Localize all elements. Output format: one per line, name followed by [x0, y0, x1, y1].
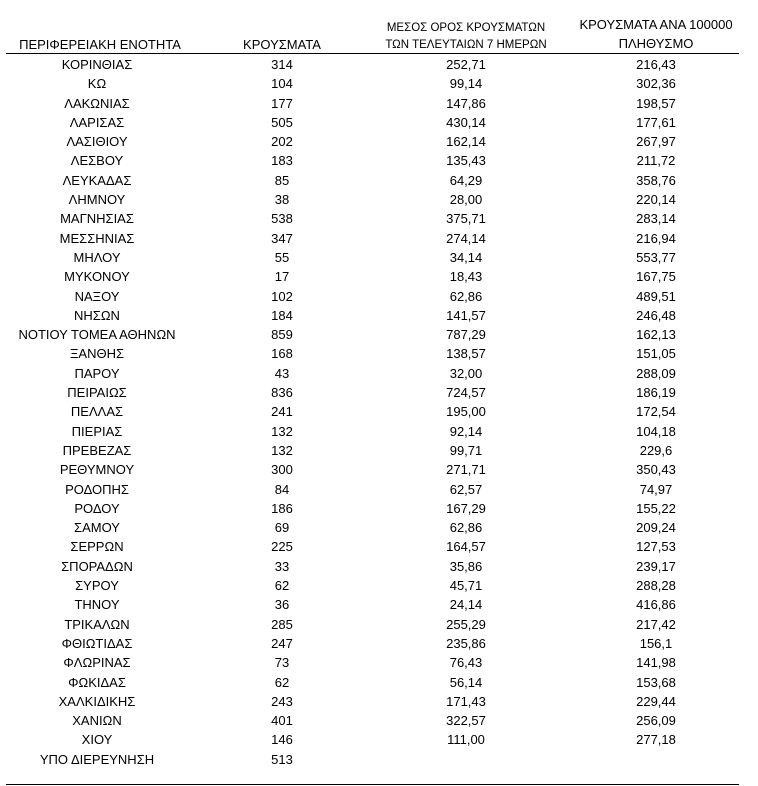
region-cell: ΝΗΣΩΝ: [74, 307, 120, 323]
table-row: [0, 306, 758, 325]
per100k-cell: 104,18: [636, 423, 676, 439]
per100k-cell: 489,51: [636, 288, 676, 304]
cases-cell: 243: [271, 693, 293, 709]
cases-cell: 62: [274, 674, 290, 690]
region-cell: ΣΑΜΟΥ: [74, 520, 120, 536]
cases-cell: 314: [271, 57, 293, 72]
avg-cell: 141,57: [446, 307, 486, 323]
per100k-cell: 172,54: [636, 404, 676, 420]
region-cell: ΣΕΡΡΩΝ: [70, 539, 124, 555]
region-cell: ΦΩΚΙΔΑΣ: [68, 674, 126, 690]
per100k-cell: 177,61: [636, 114, 676, 130]
avg-cell: 28,00: [449, 192, 483, 208]
region-cell: ΧΙΟΥ: [81, 732, 113, 748]
avg-cell: 271,71: [446, 462, 486, 478]
table-row: [0, 460, 758, 479]
avg-cell: 724,57: [446, 385, 486, 401]
region-cell: ΡΟΔΟΥ: [74, 500, 120, 516]
table-row: [0, 750, 758, 769]
per100k-cell: 127,53: [636, 539, 676, 555]
region-cell: ΛΑΚΩΝΙΑΣ: [64, 95, 130, 111]
per100k-cell: 156,1: [639, 635, 673, 651]
region-cell: ΜΑΓΝΗΣΙΑΣ: [60, 211, 134, 227]
region-cell: ΚΩ: [87, 76, 107, 92]
region-cell: ΣΥΡΟΥ: [75, 578, 119, 594]
table-row: [0, 190, 758, 209]
region-cell: ΦΘΙΩΤΙΔΑΣ: [61, 635, 133, 651]
avg-cell: 62,86: [449, 288, 483, 304]
cases-cell: 33: [274, 558, 290, 574]
region-cell: ΚΟΡΙΝΘΙΑΣ: [61, 57, 133, 72]
table-row: [0, 113, 758, 132]
cases-cell: 69: [274, 520, 290, 536]
region-cell: ΠΙΕΡΙΑΣ: [71, 423, 123, 439]
cases-cell: 85: [274, 172, 290, 188]
table-row: [0, 55, 758, 74]
per100k-cell: 246,48: [636, 307, 676, 323]
region-cell: ΣΠΟΡΑΔΩΝ: [61, 558, 133, 574]
table-row: [0, 480, 758, 499]
cases-cell: 55: [274, 249, 290, 265]
cases-cell: 168: [271, 346, 293, 362]
cases-cell: 513: [271, 751, 293, 767]
avg-cell: 164,57: [446, 539, 486, 555]
cases-cell: 202: [271, 134, 293, 150]
table-row: [0, 422, 758, 441]
cases-cell: 146: [271, 732, 293, 748]
table-row: [0, 518, 758, 537]
table-row: [0, 325, 758, 344]
per100k-cell: 217,42: [636, 616, 676, 632]
table-row: [0, 209, 758, 228]
region-cell: ΦΛΩΡΙΝΑΣ: [63, 655, 131, 671]
per100k-cell: 141,98: [636, 655, 676, 671]
cases-cell: 36: [274, 597, 290, 613]
cases-cell: 505: [271, 114, 293, 130]
avg-cell: 375,71: [446, 211, 486, 227]
region-cell: ΠΑΡΟΥ: [74, 365, 120, 381]
avg-cell: 62,57: [449, 481, 483, 497]
avg-cell: 32,00: [449, 365, 483, 381]
avg-cell: 235,86: [446, 635, 486, 651]
region-cell: ΜΥΚΟΝΟΥ: [64, 269, 130, 285]
per100k-cell: 162,13: [636, 327, 676, 343]
table-row: [0, 615, 758, 634]
avg-cell: 195,00: [446, 404, 486, 420]
avg-cell: 147,86: [446, 95, 486, 111]
region-cell: ΛΗΜΝΟΥ: [68, 192, 126, 208]
table-row: [0, 94, 758, 113]
per100k-cell: 256,09: [636, 713, 676, 729]
region-cell: ΡΕΘΥΜΝΟΥ: [59, 462, 135, 478]
table-row: [0, 441, 758, 460]
cases-cell: 347: [271, 230, 293, 246]
header-per100k-line1: ΚΡΟΥΣΜΑΤΑ ΑΝΑ 100000: [579, 17, 733, 32]
cases-cell: 43: [274, 365, 290, 381]
table-row: [0, 364, 758, 383]
avg-cell: 252,71: [446, 57, 486, 72]
header-per100k-line2: ΠΛΗΘΥΣΜΟ: [618, 36, 694, 51]
region-cell: ΝΑΞΟΥ: [74, 288, 120, 304]
cases-cell: 132: [271, 442, 293, 458]
per100k-cell: 416,86: [636, 597, 676, 613]
region-cell: ΠΕΛΛΑΣ: [70, 404, 124, 420]
region-cell: ΧΑΛΚΙΔΙΚΗΣ: [58, 693, 136, 709]
per100k-cell: 155,22: [636, 500, 676, 516]
footer-divider: [6, 784, 739, 785]
avg-cell: 99,71: [449, 442, 483, 458]
region-cell: ΝΟΤΙΟΥ ΤΟΜΕΑ ΑΘΗΝΩΝ: [18, 327, 176, 343]
per100k-cell: 277,18: [636, 732, 676, 748]
cases-cell: 17: [274, 269, 290, 285]
cases-cell: 84: [274, 481, 290, 497]
table-row: [0, 267, 758, 286]
avg-cell: 138,57: [446, 346, 486, 362]
cases-cell: 183: [271, 153, 293, 169]
avg-cell: 274,14: [446, 230, 486, 246]
per100k-cell: 151,05: [636, 346, 676, 362]
region-cell: ΞΑΝΘΗΣ: [69, 346, 125, 362]
cases-cell: 859: [271, 327, 293, 343]
table-row: [0, 557, 758, 576]
region-cell: ΠΕΙΡΑΙΩΣ: [67, 385, 127, 401]
table-row: [0, 537, 758, 556]
per100k-cell: 211,72: [636, 153, 676, 169]
per100k-cell: 229,44: [636, 693, 676, 709]
region-cell: ΛΑΡΙΣΑΣ: [69, 114, 125, 130]
table-row: [0, 229, 758, 248]
cases-cell: 38: [274, 192, 290, 208]
table-row: [0, 383, 758, 402]
avg-cell: 787,29: [446, 327, 486, 343]
table-row: [0, 730, 758, 749]
avg-cell: 167,29: [446, 500, 486, 516]
per100k-cell: 239,17: [636, 558, 676, 574]
table-row: [0, 499, 758, 518]
avg-cell: 62,86: [449, 520, 483, 536]
avg-cell: 171,43: [446, 693, 486, 709]
avg-cell: 111,00: [447, 732, 485, 748]
header-region: ΠΕΡΙΦΕΡΕΙΑΚΗ ΕΝΟΤΗΤΑ: [19, 37, 181, 52]
cases-cell: 300: [271, 462, 293, 478]
avg-cell: 322,57: [446, 713, 486, 729]
avg-cell: 34,14: [449, 249, 483, 265]
per100k-cell: 216,94: [636, 230, 676, 246]
per100k-cell: 288,28: [636, 578, 676, 594]
cases-cell: 184: [271, 307, 293, 323]
table-row: [0, 634, 758, 653]
cases-cell: 836: [271, 385, 293, 401]
table-row: [0, 692, 758, 711]
per100k-cell: 209,24: [636, 520, 676, 536]
table-row: [0, 344, 758, 363]
avg-cell: 45,71: [449, 578, 483, 594]
region-cell: ΛΕΥΚΑΔΑΣ: [62, 172, 132, 188]
cases-cell: 73: [274, 655, 290, 671]
table-row: [0, 74, 758, 93]
avg-cell: 35,86: [449, 558, 483, 574]
per100k-cell: 198,57: [636, 95, 676, 111]
per100k-cell: 220,14: [636, 192, 676, 208]
cases-cell: 225: [271, 539, 293, 555]
table-row: [0, 132, 758, 151]
region-cell: ΛΕΣΒΟΥ: [70, 153, 124, 169]
header-cases: ΚΡΟΥΣΜΑΤΑ: [243, 37, 321, 52]
per100k-cell: 350,43: [636, 462, 676, 478]
region-cell: ΤΡΙΚΑΛΩΝ: [64, 616, 130, 632]
avg-cell: 64,29: [449, 172, 483, 188]
per100k-cell: 302,36: [636, 76, 676, 92]
table-row: [0, 653, 758, 672]
per100k-cell: 283,14: [636, 211, 676, 227]
avg-cell: 430,14: [446, 114, 486, 130]
region-cell: ΤΗΝΟΥ: [74, 597, 120, 613]
cases-cell: 62: [274, 578, 290, 594]
table-row: [0, 151, 758, 170]
avg-cell: 255,29: [446, 616, 486, 632]
region-cell: ΠΡΕΒΕΖΑΣ: [62, 442, 132, 458]
region-cell: ΧΑΝΙΩΝ: [72, 713, 122, 729]
header-divider: [6, 53, 739, 54]
region-cell: ΛΑΣΙΘΙΟΥ: [66, 134, 128, 150]
avg-cell: 76,43: [449, 655, 483, 671]
table-row: [0, 248, 758, 267]
cases-cell: 285: [271, 616, 293, 632]
cases-cell: 247: [271, 635, 293, 651]
cases-cell: 538: [271, 211, 293, 227]
per100k-cell: 229,6: [639, 442, 673, 458]
region-cell: ΜΗΛΟΥ: [73, 249, 121, 265]
per100k-cell: 153,68: [636, 674, 676, 690]
cases-cell: 401: [271, 713, 293, 729]
region-cell: ΡΟΔΟΠΗΣ: [65, 481, 129, 497]
table-row: [0, 673, 758, 692]
per100k-cell: 288,09: [636, 365, 676, 381]
avg-cell: 18,43: [449, 269, 483, 285]
avg-cell: 56,14: [449, 674, 483, 690]
table-row: [0, 576, 758, 595]
per100k-cell: 358,76: [636, 172, 676, 188]
per100k-cell: 74,97: [639, 481, 673, 497]
region-cell: ΥΠΟ ΔΙΕΡΕΥΝΗΣΗ: [39, 751, 155, 767]
region-cell: ΜΕΣΣΗΝΙΑΣ: [59, 230, 135, 246]
avg-cell: 92,14: [449, 423, 483, 439]
per100k-cell: 553,77: [636, 249, 676, 265]
per100k-cell: 216,43: [636, 57, 676, 72]
cases-cell: 241: [271, 404, 293, 420]
per100k-cell: 267,97: [636, 134, 676, 150]
cases-cell: 132: [271, 423, 293, 439]
cases-cell: 177: [271, 95, 293, 111]
header-avg-line1: ΜΕΣΟΣ ΟΡΟΣ ΚΡΟΥΣΜΑΤΩΝ: [386, 22, 546, 34]
header-avg-line2: ΤΩΝ ΤΕΛΕΥΤΑΙΩΝ 7 ΗΜΕΡΩΝ: [385, 39, 547, 51]
per100k-cell: 167,75: [636, 269, 676, 285]
cases-cell: 104: [271, 76, 293, 92]
per100k-cell: 186,19: [636, 385, 676, 401]
table-row: [0, 711, 758, 730]
cases-cell: 186: [271, 500, 293, 516]
table-row: [0, 287, 758, 306]
table-row: [0, 595, 758, 614]
avg-cell: 99,14: [449, 76, 483, 92]
avg-cell: 24,14: [449, 597, 483, 613]
avg-cell: 162,14: [446, 134, 486, 150]
table-row: [0, 171, 758, 190]
table-body: [0, 55, 758, 769]
table-row: [0, 402, 758, 421]
cases-cell: 102: [271, 288, 293, 304]
avg-cell: 135,43: [446, 153, 486, 169]
